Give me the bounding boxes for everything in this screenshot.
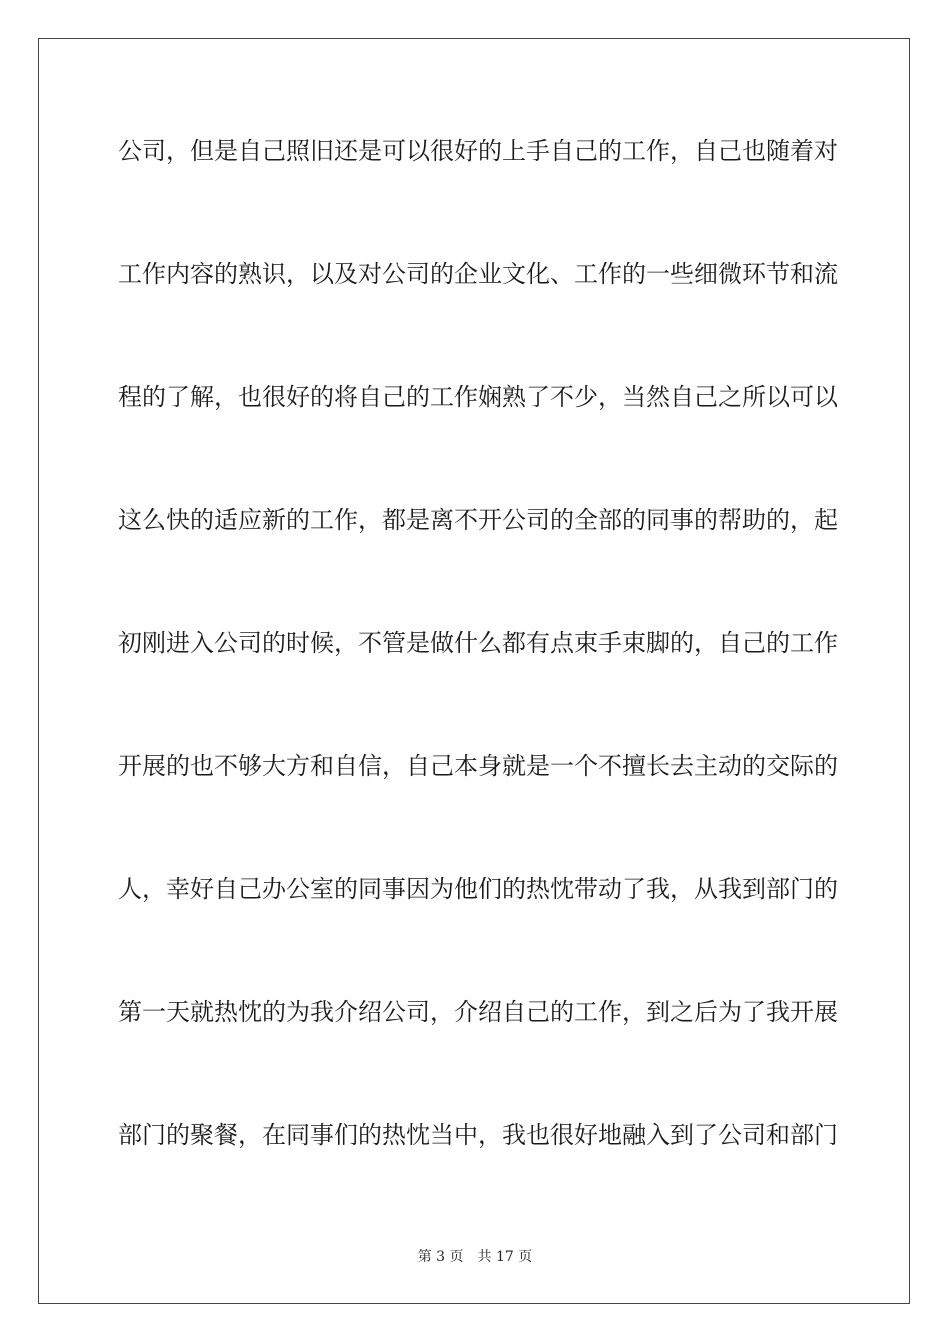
page-total: 共 17 页 — [477, 1249, 533, 1265]
body-text-line: 程的了解，也很好的将自己的工作娴熟了不少，当然自己之所以可以 — [118, 383, 838, 411]
body-text-line: 人，幸好自己办公室的同事因为他们的热忱带动了我，从我到部门的 — [118, 875, 838, 903]
body-text-line: 工作内容的熟识，以及对公司的企业文化、工作的一些细微环节和流 — [118, 260, 838, 288]
body-text-line: 初刚进入公司的时候，不管是做什么都有点束手束脚的，自己的工作 — [118, 629, 838, 657]
body-text-line: 部门的聚餐，在同事们的热忱当中，我也很好地融入到了公司和部门 — [118, 1121, 838, 1149]
page-number: 第 3 页 — [417, 1249, 464, 1265]
body-text-line: 第一天就热忱的为我介绍公司，介绍自己的工作，到之后为了我开展 — [118, 998, 838, 1026]
body-text-line: 公司，但是自己照旧还是可以很好的上手自己的工作，自己也随着对 — [118, 137, 838, 165]
body-text-line: 这么快的适应新的工作，都是离不开公司的全部的同事的帮助的，起 — [118, 506, 838, 534]
page-footer — [0, 1248, 950, 1266]
page-border — [38, 38, 910, 1304]
body-text-line: 开展的也不够大方和自信，自己本身就是一个不擅长去主动的交际的 — [118, 752, 838, 780]
